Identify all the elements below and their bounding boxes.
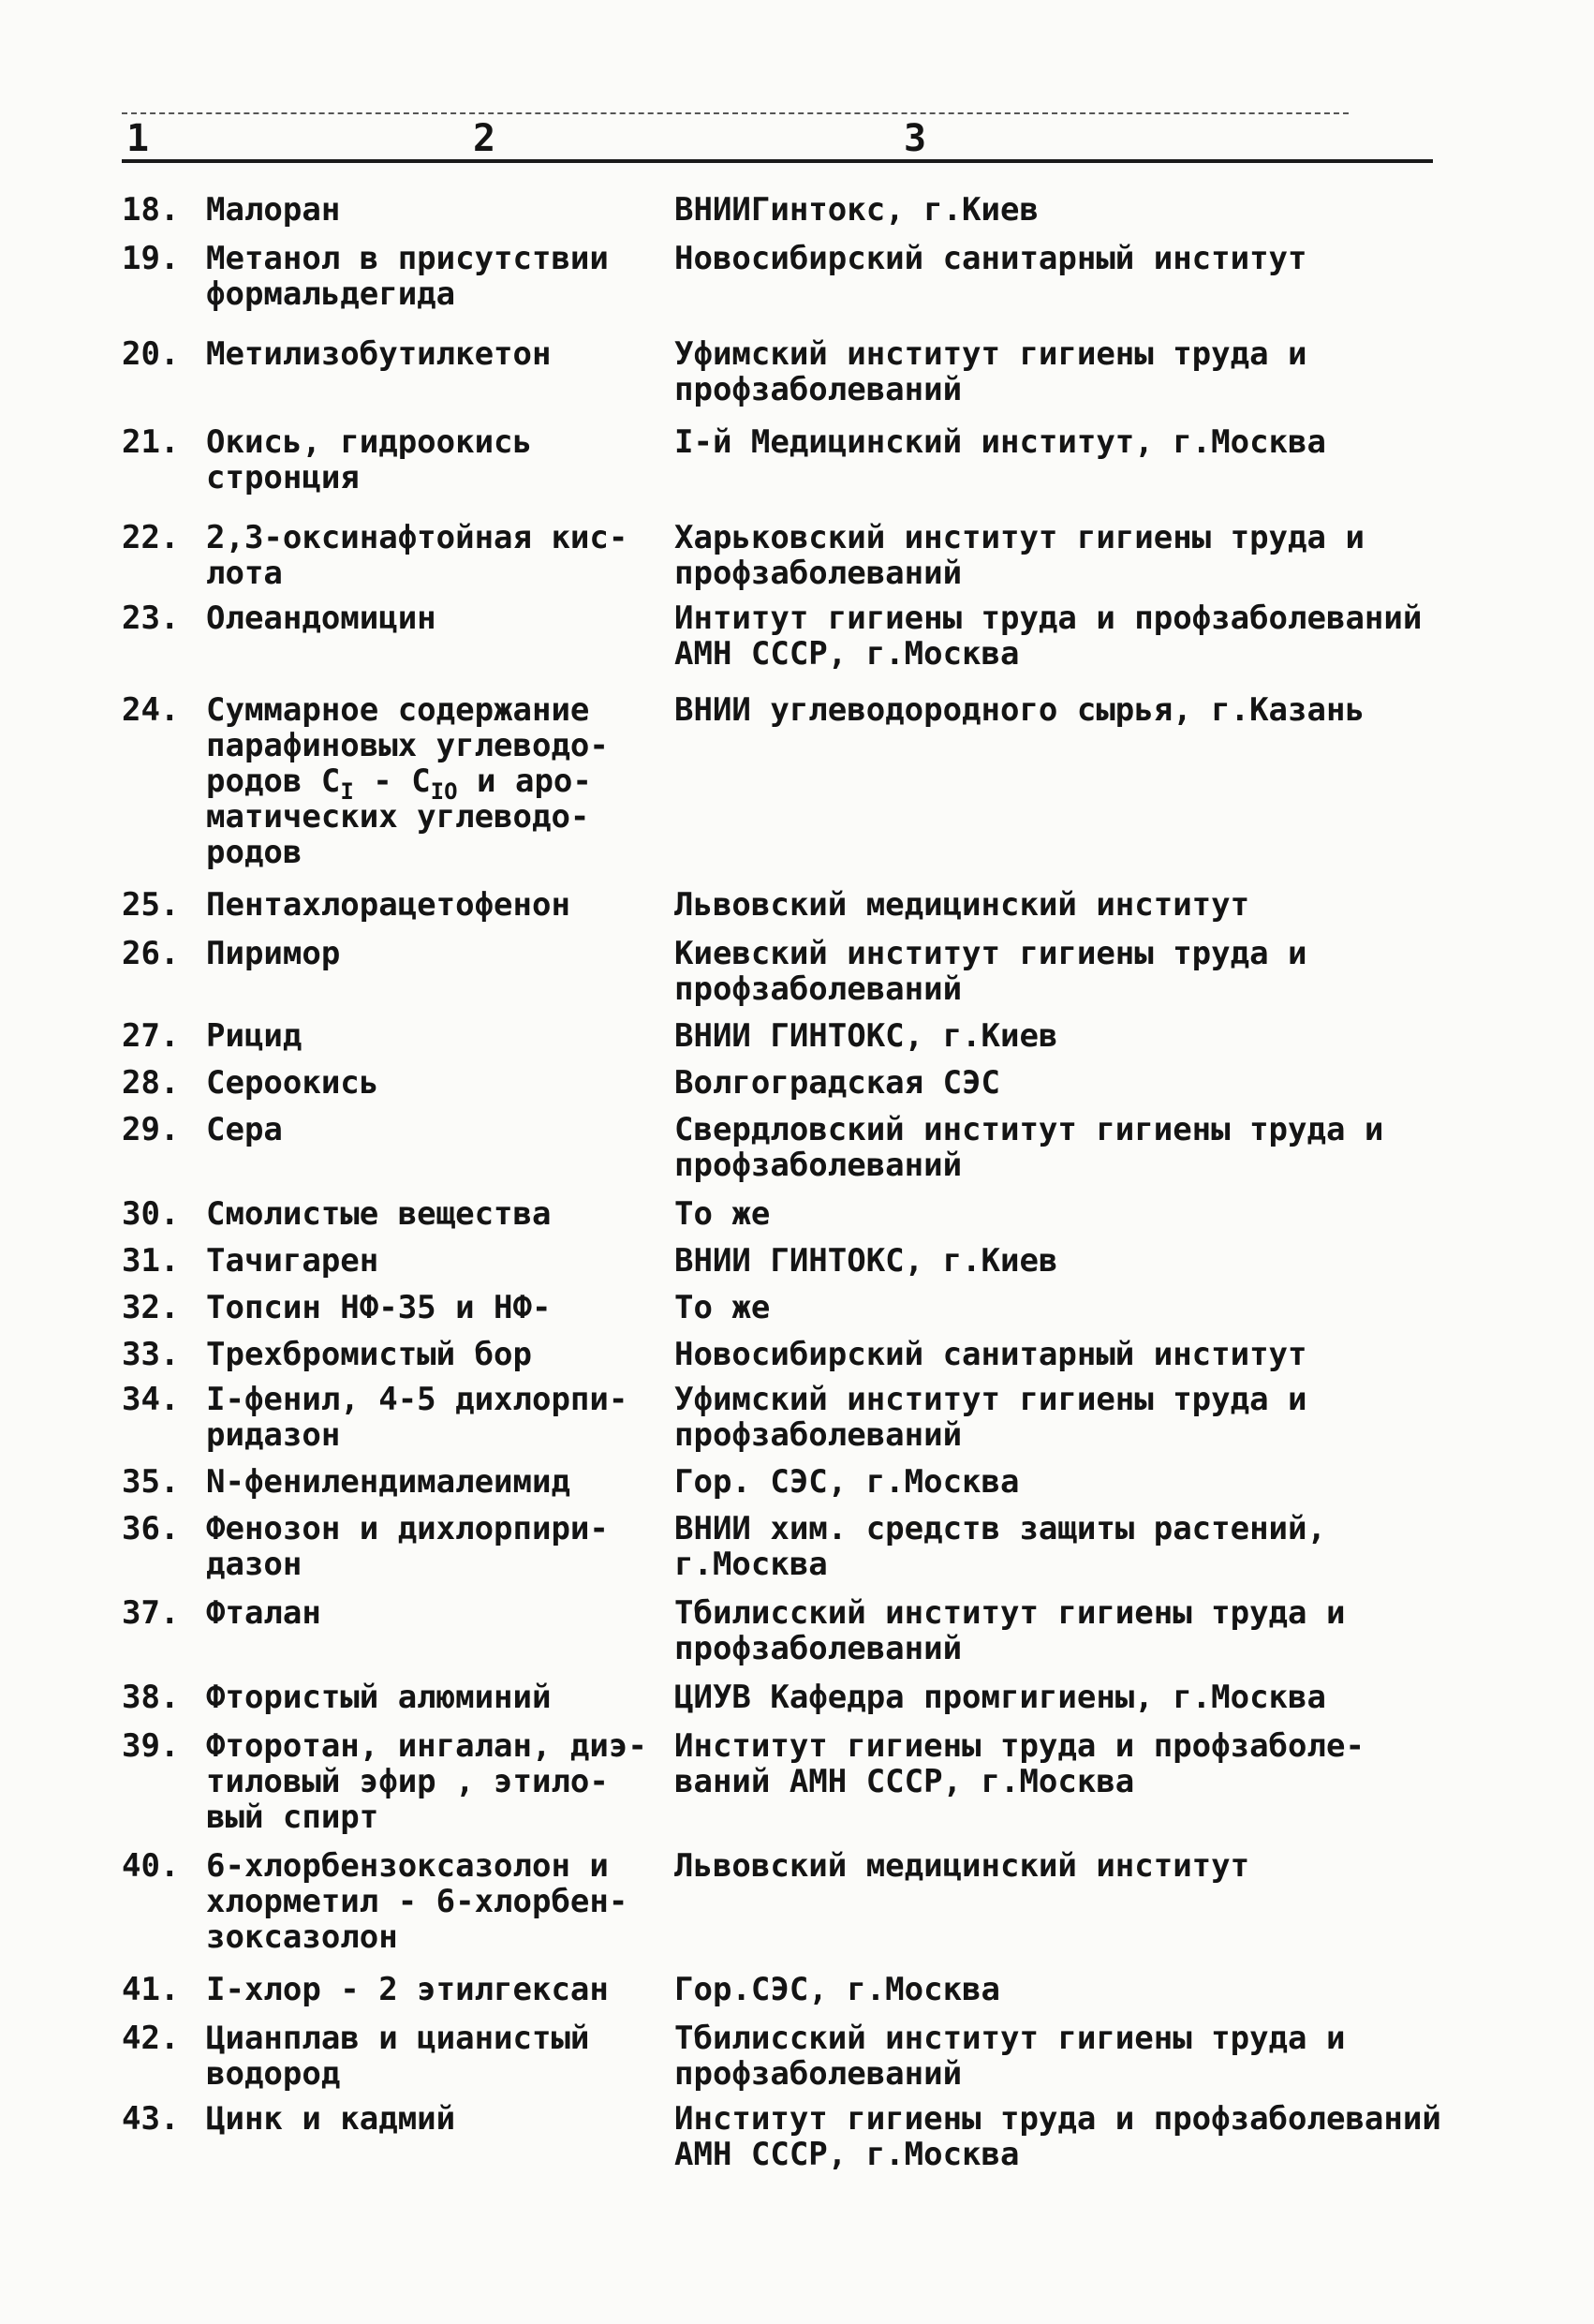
institution-name: Интитут гигиены труда и профзаболеваний АМН СССР, г.Москва: [674, 600, 1423, 673]
institution-name: ВНИИГинтокс, г.Киев: [674, 191, 1039, 229]
table-row: [122, 336, 1498, 407]
table-row: [122, 1680, 1498, 1715]
institution-name: Волгоградская СЭС: [674, 1064, 1000, 1102]
substance-name: Фторотан, ингалан, диэ- тиловый эфир , этило- вый спирт: [206, 1727, 647, 1836]
substance-name: Метанол в присутствии формальдегида: [206, 240, 609, 313]
table-row: [122, 1018, 1498, 1054]
table-row: [122, 1464, 1498, 1500]
institution-name: ВНИИ ГИНТОКС, г.Киев: [674, 1242, 1058, 1280]
substance-name: Сера: [206, 1111, 283, 1148]
row-number: 39.: [122, 1727, 180, 1765]
row-number: 33.: [122, 1336, 180, 1373]
table-row: [122, 2101, 1498, 2172]
column-1-header: 1: [126, 117, 150, 160]
institution-name: То же: [674, 1289, 771, 1326]
substance-name: 2,3-оксинафтойная кис- лота: [206, 519, 628, 592]
table-row: [122, 887, 1498, 923]
row-number: 36.: [122, 1510, 180, 1547]
row-number: 30.: [122, 1195, 180, 1233]
substance-name: Цианплав и цианистый водород: [206, 2020, 590, 2093]
substance-name: Трехбромистый бор: [206, 1336, 532, 1373]
row-number: 19.: [122, 240, 180, 277]
row-number: 41.: [122, 1971, 180, 2008]
row-number: 22.: [122, 519, 180, 556]
row-number: 43.: [122, 2100, 180, 2138]
substance-name: Окись, гидроокись стронция: [206, 423, 532, 496]
table-row: [122, 520, 1498, 591]
table-row: [122, 1595, 1498, 1666]
substance-name: 6-хлорбензоксазолон и хлорметил - 6-хлорбен- зоксазолон: [206, 1847, 628, 1956]
substance-name: Метилизобутилкетон: [206, 335, 552, 373]
row-number: 21.: [122, 423, 180, 461]
institution-name: Новосибирский санитарный институт: [674, 1336, 1307, 1373]
institution-name: Гор. СЭС, г.Москва: [674, 1463, 1020, 1501]
row-number: 23.: [122, 600, 180, 637]
table-row: [122, 424, 1498, 496]
substance-name: Фталан: [206, 1594, 321, 1632]
table-row: [122, 1728, 1498, 1835]
row-number: 26.: [122, 935, 180, 972]
table-header: [122, 117, 1433, 159]
institution-name: Харьковский институт гигиены труда и профзаболеваний: [674, 519, 1365, 592]
institution-name: I-й Медицинский институт, г.Москва: [674, 423, 1326, 461]
table-row: [122, 2021, 1498, 2092]
header-top-rule: [122, 112, 1349, 114]
table-row: [122, 1382, 1498, 1453]
row-number: 29.: [122, 1111, 180, 1148]
table-row: [122, 1112, 1498, 1183]
substance-name: Малоран: [206, 191, 341, 229]
institution-name: То же: [674, 1195, 771, 1233]
table-row: [122, 692, 1498, 870]
institution-name: Институт гигиены труда и профзаболеваний АМН СССР, г.Москва: [674, 2100, 1441, 2173]
substance-name: I-фенил, 4-5 дихлорпи- ридазон: [206, 1381, 628, 1454]
table-body: [122, 192, 1498, 2172]
table-row: [122, 1848, 1498, 1955]
institution-name: Киевский институт гигиены труда и профзаболеваний: [674, 935, 1307, 1008]
table-row: [122, 1972, 1498, 2007]
institution-name: ВНИИ углеводородного сырья, г.Казань: [674, 691, 1365, 729]
institution-name: Тбилисский институт гигиены труда и профзаболеваний: [674, 2020, 1346, 2093]
institution-name: ВНИИ хим. средств защиты растений, г.Москва: [674, 1510, 1326, 1583]
substance-name: Суммарное содержание парафиновых углеводо- родов $C_I - C_{IO}$ и аро- матических углеводо- родов: [206, 691, 609, 871]
row-number: 35.: [122, 1463, 180, 1501]
table-row: [122, 1243, 1498, 1279]
table-row: [122, 600, 1498, 672]
substance-name: Сероокись: [206, 1064, 379, 1102]
substance-name: Олеандомицин: [206, 600, 436, 637]
table-row: [122, 1065, 1498, 1101]
row-number: 25.: [122, 886, 180, 924]
substance-name: Цинк и кадмий: [206, 2100, 456, 2138]
row-number: 37.: [122, 1594, 180, 1632]
institution-name: ВНИИ ГИНТОКС, г.Киев: [674, 1017, 1058, 1055]
substance-name: Тачигарен: [206, 1242, 379, 1280]
row-number: 34.: [122, 1381, 180, 1418]
row-number: 24.: [122, 691, 180, 729]
institution-name: Институт гигиены труда и профзаболе- ваний АМН СССР, г.Москва: [674, 1727, 1365, 1800]
row-number: 40.: [122, 1847, 180, 1885]
substance-name: Топсин НФ-35 и НФ-: [206, 1289, 552, 1326]
column-2-header: 2: [473, 117, 496, 160]
institution-name: Уфимский институт гигиены труда и профзаболеваний: [674, 1381, 1307, 1454]
institution-name: ЦИУВ Кафедра промгигиены, г.Москва: [674, 1679, 1326, 1716]
table-row: [122, 936, 1498, 1007]
table-row: [122, 1337, 1498, 1372]
substance-name: Фенозон и дихлорпири- дазон: [206, 1510, 609, 1583]
institution-name: Свердловский институт гигиены труда и профзаболеваний: [674, 1111, 1384, 1184]
institution-name: Гор.СЭС, г.Москва: [674, 1971, 1000, 2008]
row-number: 42.: [122, 2020, 180, 2057]
table-row: [122, 241, 1498, 312]
header-bottom-rule: [122, 159, 1433, 163]
table-row: [122, 192, 1498, 228]
row-number: 20.: [122, 335, 180, 373]
substance-name: Смолистые вещества: [206, 1195, 552, 1233]
institution-name: Тбилисский институт гигиены труда и профзаболеваний: [674, 1594, 1346, 1667]
substance-name: Рицид: [206, 1017, 303, 1055]
row-number: 38.: [122, 1679, 180, 1716]
institution-name: Новосибирский санитарный институт: [674, 240, 1307, 277]
institution-name: Львовский медицинский институт: [674, 886, 1250, 924]
substance-name: Пиримор: [206, 935, 341, 972]
substance-name: Пентахлорацетофенон: [206, 886, 570, 924]
row-number: 27.: [122, 1017, 180, 1055]
table-row: [122, 1290, 1498, 1325]
row-number: 31.: [122, 1242, 180, 1280]
institution-name: Львовский медицинский институт: [674, 1847, 1250, 1885]
substance-name: Фтористый алюминий: [206, 1679, 552, 1716]
row-number: 28.: [122, 1064, 180, 1102]
column-3-header: 3: [904, 117, 927, 160]
institution-name: Уфимский институт гигиены труда и профзаболеваний: [674, 335, 1307, 408]
substance-name: I-хлор - 2 этилгексан: [206, 1971, 609, 2008]
table-row: [122, 1196, 1498, 1232]
table-row: [122, 1511, 1498, 1582]
row-number: 18.: [122, 191, 180, 229]
row-number: 32.: [122, 1289, 180, 1326]
substance-name: N-фенилендималеимид: [206, 1463, 570, 1501]
